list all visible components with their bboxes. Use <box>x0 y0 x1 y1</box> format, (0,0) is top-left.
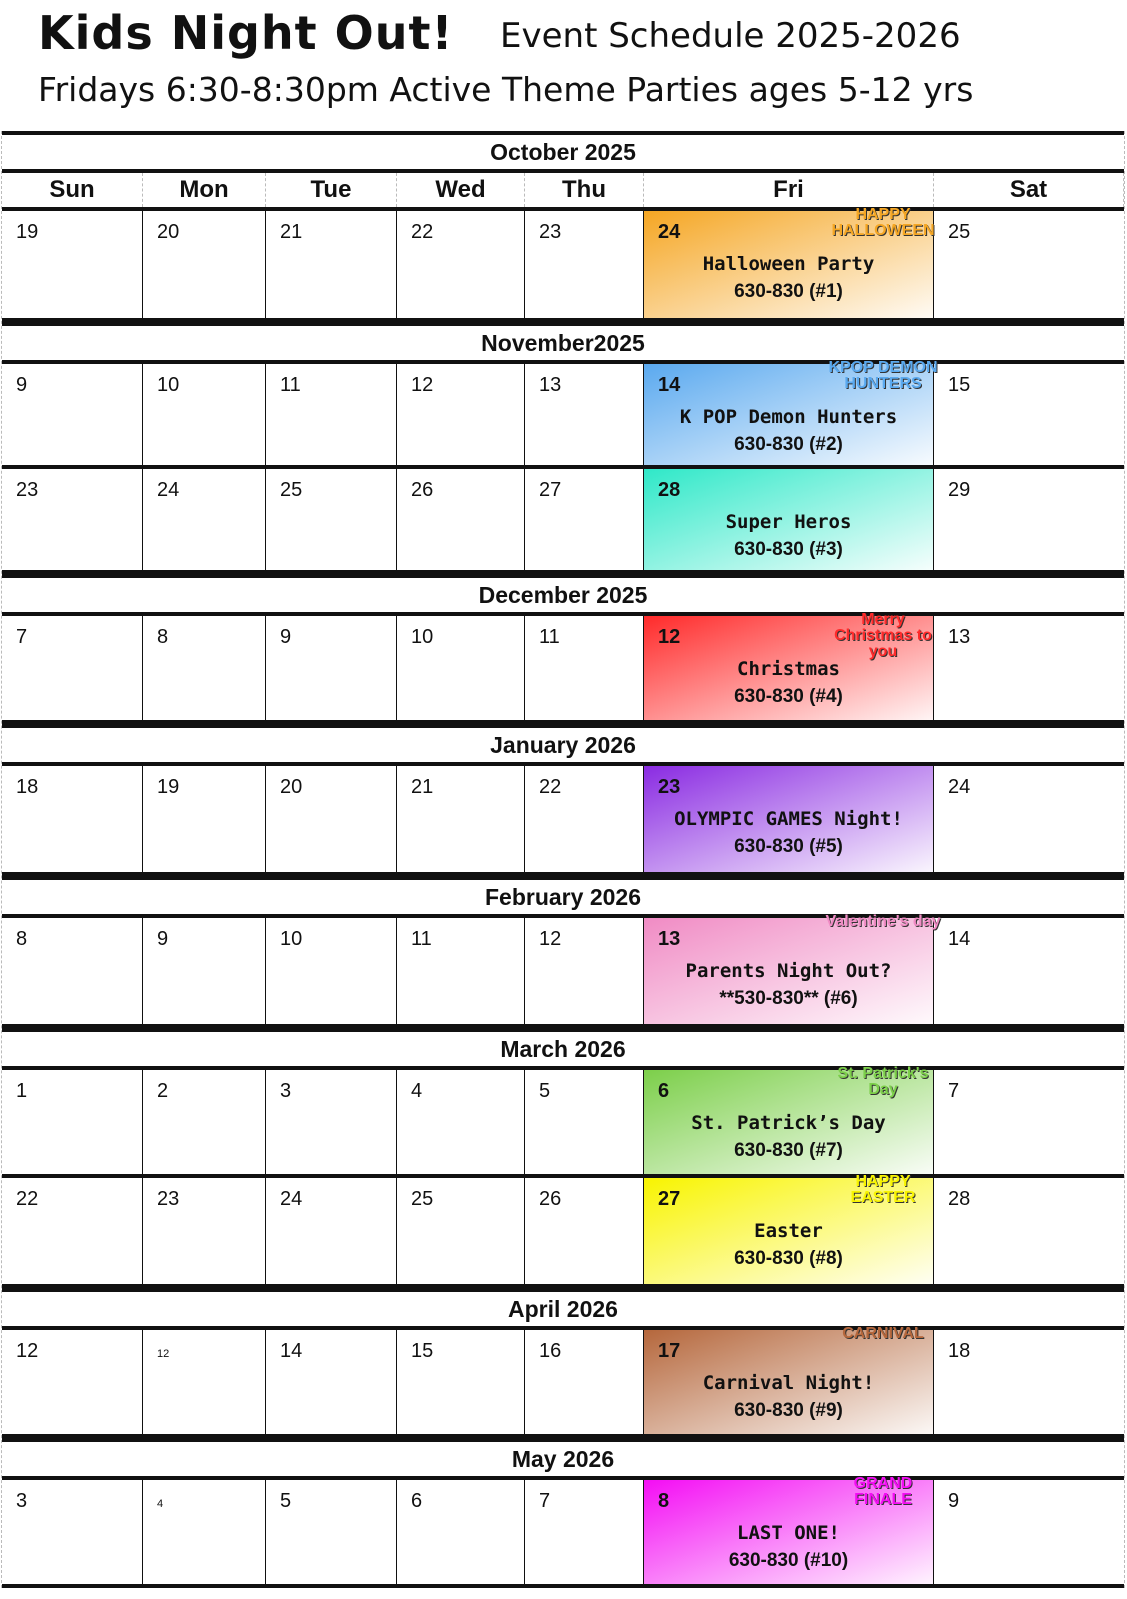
day-cell <box>266 918 397 1024</box>
day-number: 12 <box>157 1348 170 1360</box>
event-cell[interactable] <box>644 913 941 1024</box>
event-badge-icon: CARNIVAL <box>842 1325 924 1342</box>
day-cell <box>397 211 525 318</box>
event-name: Christmas <box>737 658 840 680</box>
day-number: 16 <box>539 1340 562 1362</box>
day-cell <box>2 1480 143 1584</box>
day-cell <box>2 211 143 318</box>
day-cell <box>934 918 1124 1024</box>
weekday-label: Wed <box>397 173 525 207</box>
day-number: 28 <box>948 1188 971 1210</box>
day-cell <box>2 918 143 1024</box>
month-header: February 2026 <box>2 876 1124 918</box>
day-cell <box>525 918 644 1024</box>
day-number: 23 <box>658 776 681 798</box>
day-number: 11 <box>280 374 301 396</box>
event-time: 630-830 (#5) <box>734 836 843 857</box>
day-number: 20 <box>157 221 180 243</box>
day-cell <box>143 1480 266 1584</box>
calendar <box>1 131 1125 1588</box>
event-time: 630-830 (#7) <box>734 1140 843 1161</box>
event-badge-icon: HAPPY HALLOWEEN <box>831 206 935 239</box>
day-number: 27 <box>539 479 562 501</box>
week-row <box>2 359 1124 469</box>
day-number: 4 <box>411 1080 423 1102</box>
day-number: 15 <box>411 1340 434 1362</box>
day-cell <box>2 1178 143 1284</box>
day-cell <box>266 616 397 720</box>
day-cell <box>2 766 143 872</box>
event-name: St. Patrick’s Day <box>691 1112 886 1134</box>
event-badge-icon: KPOP DEMON HUNTERS <box>828 359 938 392</box>
week-row <box>2 913 1124 1028</box>
day-cell <box>934 1330 1124 1434</box>
weekday-label: Mon <box>143 173 266 207</box>
day-number: 24 <box>948 776 971 798</box>
day-cell <box>143 616 266 720</box>
event-cell[interactable] <box>644 359 938 465</box>
day-cell <box>525 364 644 465</box>
day-number: 8 <box>157 626 169 648</box>
day-number: 25 <box>411 1188 434 1210</box>
day-number: 14 <box>658 374 681 396</box>
day-number: 6 <box>411 1490 423 1512</box>
day-cell <box>143 766 266 872</box>
day-number: 25 <box>948 221 971 243</box>
event-badge-icon: St. Patrick's Day <box>837 1065 929 1098</box>
day-number: 11 <box>539 626 560 648</box>
event-name: Super Heros <box>725 511 852 533</box>
day-cell <box>143 1178 266 1284</box>
day-number: 8 <box>658 1490 670 1512</box>
day-number: 14 <box>948 928 971 950</box>
day-cell <box>266 766 397 872</box>
event-time: 630-830 (#9) <box>734 1400 843 1421</box>
day-number: 3 <box>16 1490 28 1512</box>
day-cell <box>525 766 644 872</box>
weekday-label: Fri <box>644 173 934 207</box>
day-cell <box>525 616 644 720</box>
day-number: 13 <box>948 626 971 648</box>
day-number: 15 <box>948 374 971 396</box>
month-header: October 2025 <box>2 131 1124 173</box>
day-number: 7 <box>16 626 28 648</box>
day-number: 9 <box>157 928 169 950</box>
week-row <box>2 1065 1124 1178</box>
day-number: 23 <box>539 221 562 243</box>
day-cell <box>266 211 397 318</box>
event-time: 630-830 (#10) <box>728 1550 849 1571</box>
day-number: 25 <box>280 479 303 501</box>
day-number: 2 <box>157 1080 169 1102</box>
day-cell <box>266 1330 397 1434</box>
day-cell <box>143 364 266 465</box>
week-row <box>2 1325 1124 1438</box>
day-cell <box>934 766 1124 872</box>
event-name: OLYMPIC GAMES Night! <box>674 808 903 830</box>
event-badge-icon: Valentine's day <box>825 913 941 930</box>
day-cell <box>143 1330 266 1434</box>
event-cell[interactable] <box>644 611 934 720</box>
day-number: 21 <box>411 776 434 798</box>
day-cell <box>266 1178 397 1284</box>
day-number: 19 <box>16 221 39 243</box>
day-number: 19 <box>157 776 180 798</box>
day-number: 3 <box>280 1080 292 1102</box>
day-number: 9 <box>16 374 28 396</box>
day-cell <box>934 469 1124 570</box>
month-header: November2025 <box>2 322 1124 364</box>
day-number: 26 <box>411 479 434 501</box>
day-cell <box>143 211 266 318</box>
day-cell <box>2 469 143 570</box>
week-row <box>2 206 1124 322</box>
day-cell <box>143 469 266 570</box>
day-number: 24 <box>658 221 681 243</box>
day-number: 22 <box>16 1188 39 1210</box>
event-name: Parents Night Out? <box>685 960 892 982</box>
day-number: 5 <box>539 1080 551 1102</box>
day-number: 22 <box>411 221 434 243</box>
weekday-label: Sat <box>934 173 1124 207</box>
day-number: 29 <box>948 479 971 501</box>
day-cell <box>397 918 525 1024</box>
day-cell <box>397 469 525 570</box>
day-number: 28 <box>658 479 681 501</box>
day-cell <box>2 1070 143 1174</box>
event-cell[interactable] <box>644 1475 934 1584</box>
day-cell <box>397 364 525 465</box>
day-number: 9 <box>948 1490 960 1512</box>
day-number: 11 <box>411 928 432 950</box>
day-number: 9 <box>280 626 292 648</box>
day-number: 10 <box>157 374 180 396</box>
day-number: 12 <box>539 928 562 950</box>
day-number: 24 <box>280 1188 303 1210</box>
event-time: 630-830 (#4) <box>734 686 843 707</box>
event-name: Halloween Party <box>702 253 875 275</box>
day-cell <box>397 1330 525 1434</box>
day-number: 13 <box>539 374 562 396</box>
event-cell[interactable] <box>644 469 934 570</box>
day-number: 23 <box>16 479 39 501</box>
page-title: Kids Night Out! <box>38 6 454 60</box>
event-name: Carnival Night! <box>702 1372 875 1394</box>
day-cell <box>266 364 397 465</box>
event-cell[interactable] <box>644 1173 934 1284</box>
day-number: 22 <box>539 776 562 798</box>
event-cell[interactable] <box>644 206 935 318</box>
week-row <box>2 1475 1124 1588</box>
day-cell <box>525 1178 644 1284</box>
event-name: LAST ONE! <box>737 1522 840 1544</box>
day-cell <box>2 616 143 720</box>
day-number: 12 <box>16 1340 39 1362</box>
day-number: 13 <box>658 928 681 950</box>
day-cell <box>525 211 644 318</box>
day-number: 24 <box>157 479 180 501</box>
event-time: 630-830 (#8) <box>734 1248 843 1269</box>
event-cell[interactable] <box>644 1065 934 1174</box>
day-cell <box>934 211 1124 318</box>
day-number: 14 <box>280 1340 303 1362</box>
day-number: 7 <box>539 1490 551 1512</box>
day-cell <box>397 616 525 720</box>
day-number: 17 <box>658 1340 681 1362</box>
month-header: December 2025 <box>2 574 1124 616</box>
day-cell <box>143 1070 266 1174</box>
day-cell <box>2 1330 143 1434</box>
month-header: January 2026 <box>2 724 1124 766</box>
day-cell <box>397 1480 525 1584</box>
day-cell <box>934 1480 1124 1584</box>
day-cell <box>934 1070 1124 1174</box>
event-time: **530-830** (#6) <box>719 988 858 1009</box>
day-number: 18 <box>16 776 39 798</box>
event-cell[interactable] <box>644 766 934 872</box>
day-cell <box>397 1178 525 1284</box>
day-number: 12 <box>411 374 434 396</box>
day-number: 27 <box>658 1188 681 1210</box>
day-number: 21 <box>280 221 303 243</box>
day-number: 1 <box>16 1080 28 1102</box>
day-cell <box>525 469 644 570</box>
month-header: March 2026 <box>2 1028 1124 1070</box>
event-badge-icon: Merry Christmas to you <box>834 611 932 660</box>
month-header: April 2026 <box>2 1288 1124 1330</box>
day-number: 23 <box>157 1188 180 1210</box>
day-number: 10 <box>280 928 303 950</box>
day-cell <box>2 364 143 465</box>
event-badge-icon: GRAND FINALE <box>853 1475 913 1508</box>
page-tagline: Fridays 6:30-8:30pm Active Theme Parties ages 5-12 yrs <box>38 70 974 109</box>
day-cell <box>934 616 1124 720</box>
weekday-header-row <box>2 173 1124 211</box>
weekday-label: Tue <box>266 173 397 207</box>
day-cell <box>397 766 525 872</box>
day-number: 7 <box>948 1080 960 1102</box>
week-row <box>2 469 1124 574</box>
event-time: 630-830 (#2) <box>734 434 843 455</box>
event-badge-icon: HAPPY EASTER <box>850 1173 916 1206</box>
month-header: May 2026 <box>2 1438 1124 1480</box>
week-row <box>2 766 1124 876</box>
day-number: 18 <box>948 1340 971 1362</box>
event-name: Easter <box>754 1220 823 1242</box>
event-time: 630-830 (#1) <box>734 281 843 302</box>
weekday-label: Sun <box>2 173 143 207</box>
day-cell <box>266 1070 397 1174</box>
event-name: K POP Demon Hunters <box>679 406 898 428</box>
day-cell <box>266 1480 397 1584</box>
day-cell <box>525 1330 644 1434</box>
event-cell[interactable] <box>644 1325 934 1434</box>
week-row <box>2 611 1124 724</box>
day-number: 26 <box>539 1188 562 1210</box>
page-subtitle: Event Schedule 2025-2026 <box>500 16 961 56</box>
event-time: 630-830 (#3) <box>734 539 843 560</box>
day-number: 20 <box>280 776 303 798</box>
day-cell <box>397 1070 525 1174</box>
day-number: 8 <box>16 928 28 950</box>
day-cell <box>143 918 266 1024</box>
weekday-label: Thu <box>525 173 644 207</box>
day-cell <box>266 469 397 570</box>
day-cell <box>934 364 1124 465</box>
day-cell <box>525 1070 644 1174</box>
day-cell <box>934 1178 1124 1284</box>
day-number: 12 <box>658 626 681 648</box>
day-number: 4 <box>157 1498 164 1510</box>
week-row <box>2 1173 1124 1288</box>
day-number: 6 <box>658 1080 670 1102</box>
day-number: 5 <box>280 1490 292 1512</box>
day-number: 10 <box>411 626 434 648</box>
day-cell <box>525 1480 644 1584</box>
